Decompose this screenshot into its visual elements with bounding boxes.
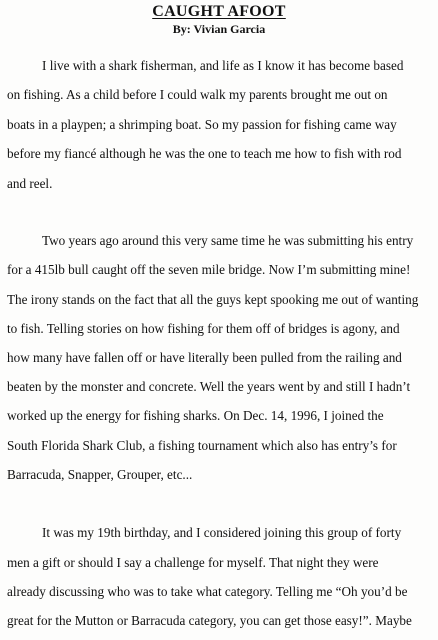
document-title: CAUGHT AFOOT: [152, 3, 286, 20]
paragraph-1-line-5: and reel.: [7, 176, 53, 191]
paragraph-1-line-3: boats in a playpen; a shrimping boat. So my passion for fishing came way: [7, 117, 397, 132]
paragraph-2-line-3: The irony stands on the fact that all the guys kept spooking me out of wanting: [7, 292, 419, 307]
paragraph-2-line-1: Two years ago around this very same time he was submitting his entry: [42, 233, 414, 248]
paragraph-2-line-4: to fish. Telling stories on how fishing for them off of bridges is agony, and: [7, 321, 400, 336]
paragraph-3-line-2: men a gift or should I say a challenge for myself. That night they were: [7, 555, 379, 570]
paragraph-2-line-2: for a 415lb bull caught off the seven mile bridge. Now I’m submitting mine!: [7, 262, 411, 277]
paragraph-2-line-8: South Florida Shark Club, a fishing tournament which also has entry’s for: [7, 438, 397, 453]
paragraph-2-line-5: how many have fallen off or have literally been pulled from the railing and: [7, 350, 402, 365]
paragraph-2-line-9: Barracuda, Snapper, Grouper, etc...: [7, 467, 193, 482]
paragraph-2-line-6: beaten by the monster and concrete. Well the years went by and still I hadn’t: [7, 379, 411, 394]
paragraph-2-line-7: worked up the energy for fishing sharks. On Dec. 14, 1996, I joined the: [7, 408, 384, 423]
paragraph-3-line-3: already discussing who was to take what category. Telling me “Oh you’d be: [7, 584, 408, 599]
paragraph-1-line-2: on fishing. As a child before I could walk my parents brought me out on: [7, 87, 388, 102]
paragraph-1-line-4: before my fiancé although he was the one to teach me how to fish with rod: [7, 146, 402, 161]
paragraph-3-line-1: It was my 19th birthday, and I considered joining this group of forty: [42, 525, 402, 540]
paragraph-1-line-1: I live with a shark fisherman, and life as I know it has become based: [42, 58, 404, 73]
paragraph-3-line-4: great for the Mutton or Barracuda category, you can get those easy!”. Maybe: [7, 613, 412, 628]
author-byline: By: Vivian Garcia: [172, 22, 266, 36]
